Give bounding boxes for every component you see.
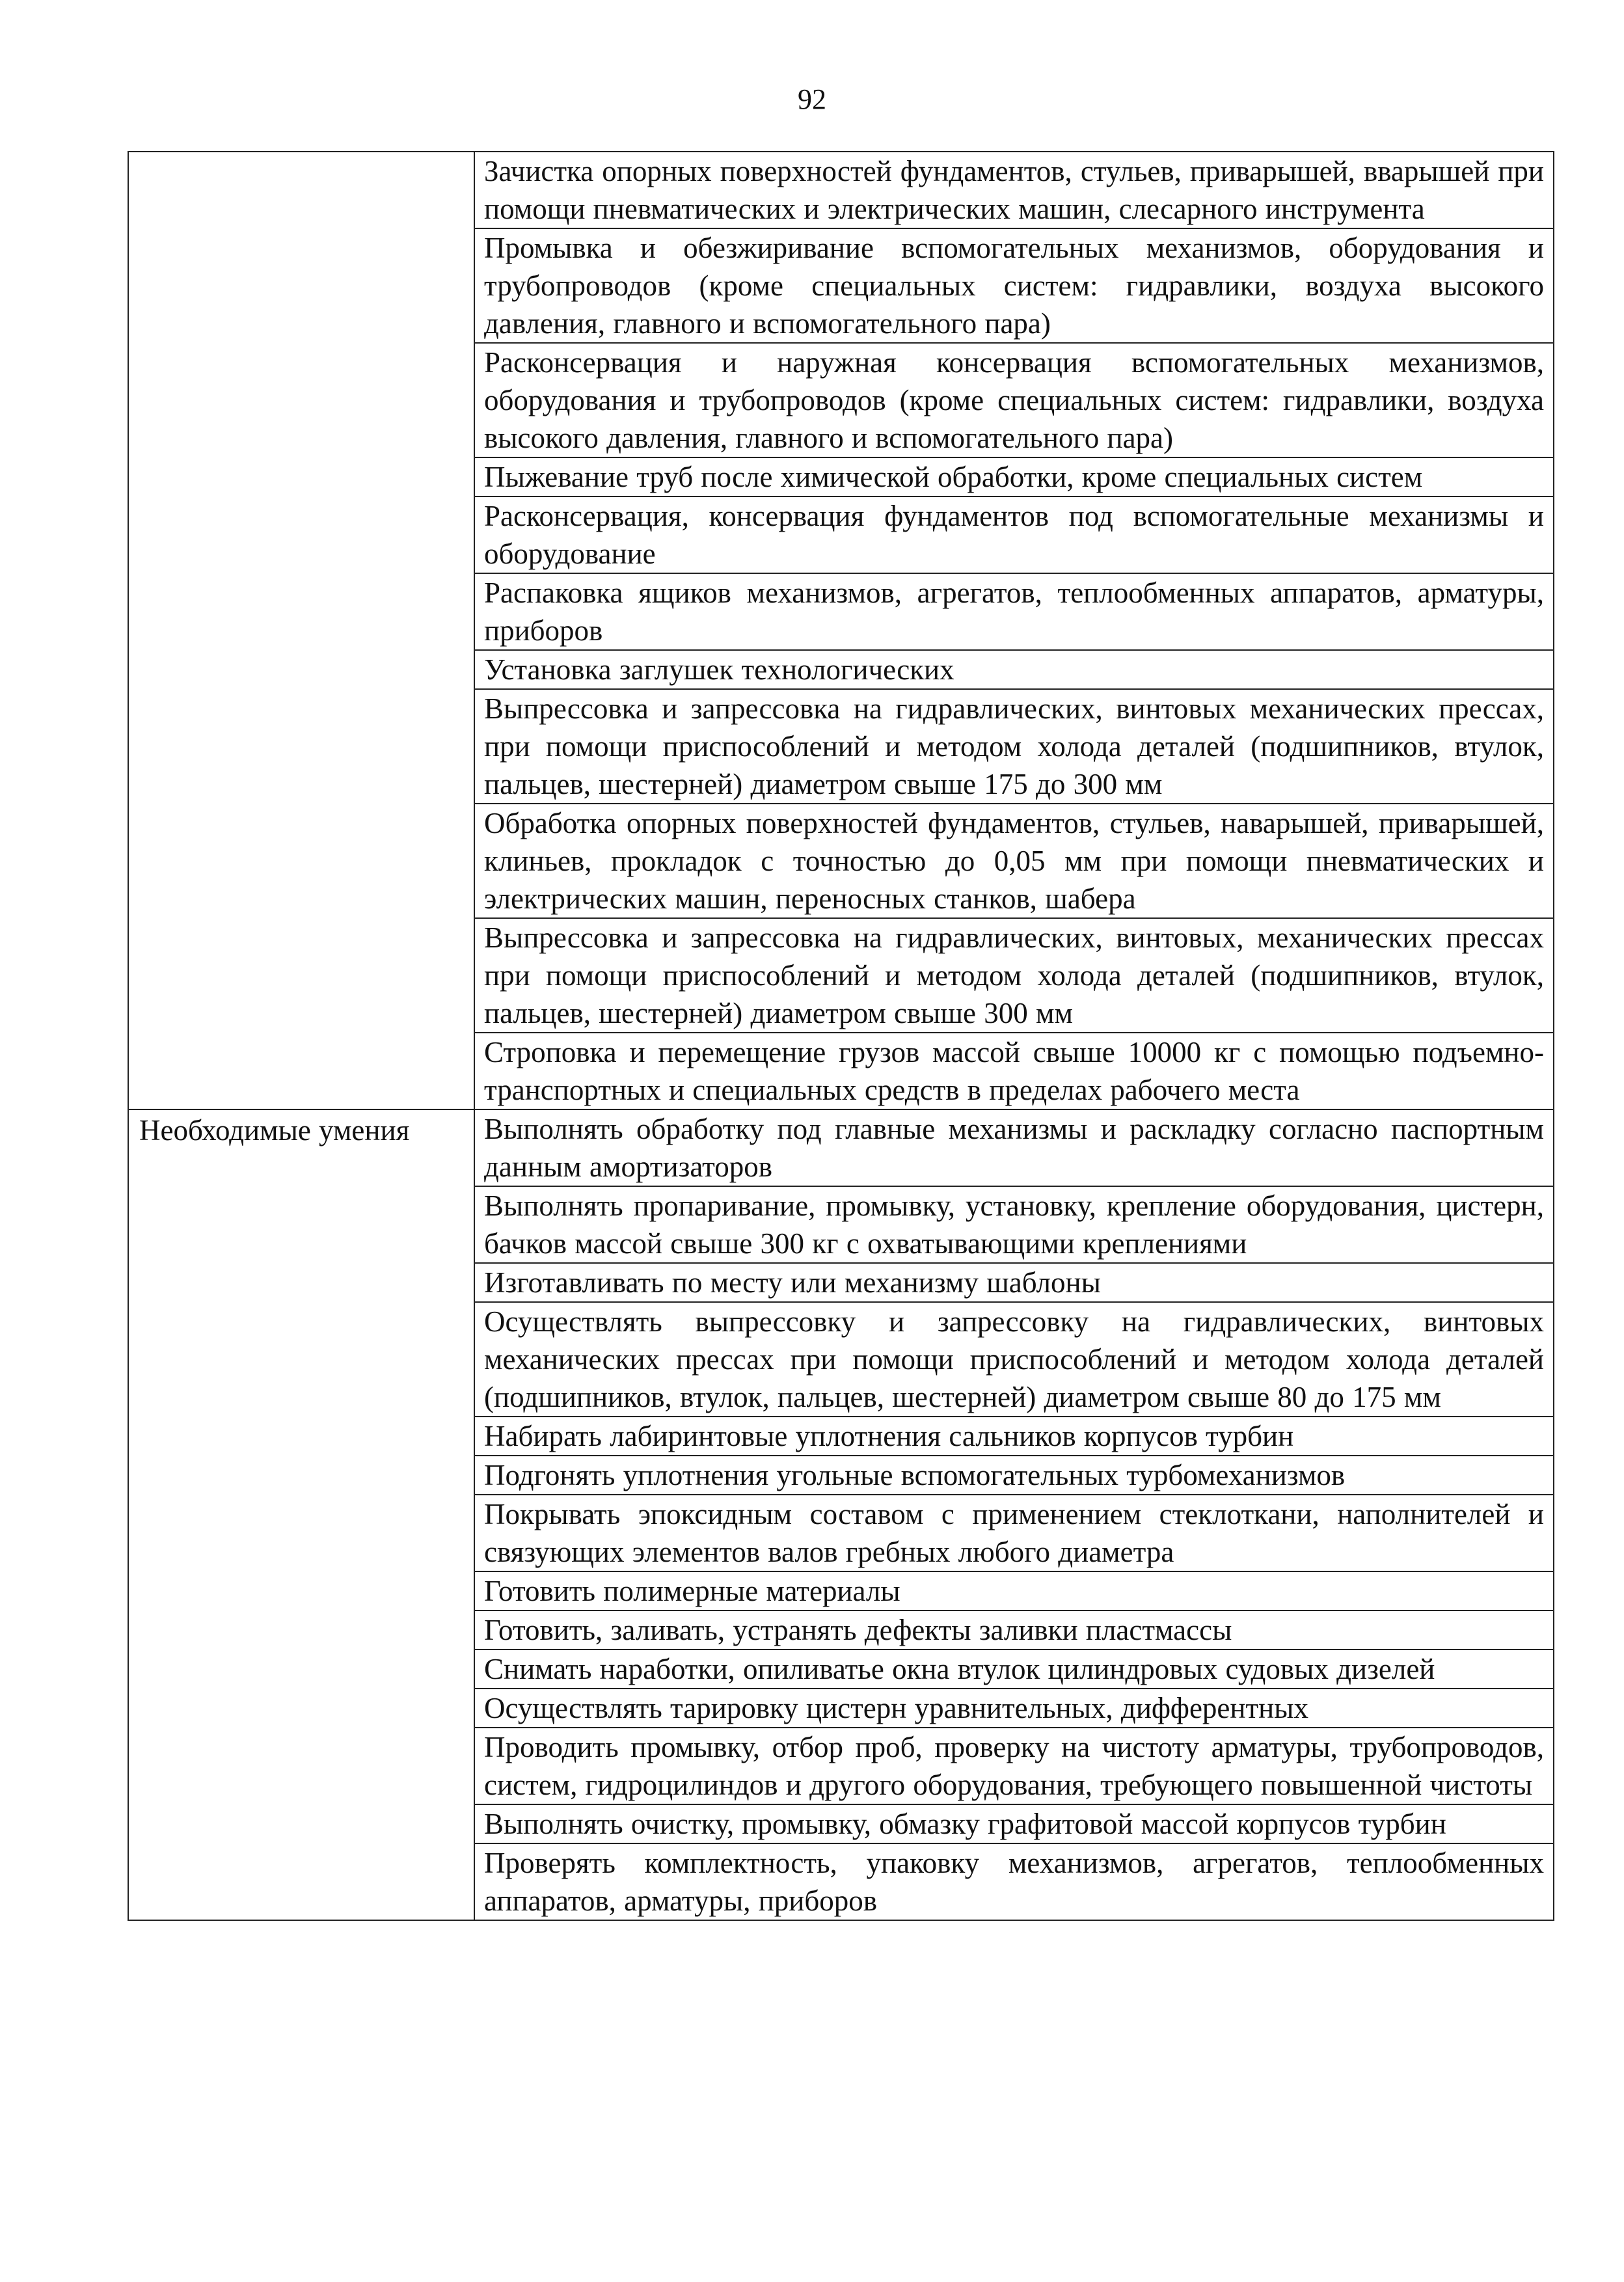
table-cell: Покрывать эпоксидным составом с применением стеклоткани, наполнителей и связующих элементов валов гребных любого диаметра [474, 1495, 1554, 1571]
table-cell: Готовить полимерные материалы [474, 1571, 1554, 1610]
table-cell: Промывка и обезжиривание вспомогательных механизмов, оборудования и трубопроводов (кроме специальных систем: гидравлики, воздуха высокого давления, главного и вспомогательного пара) [474, 228, 1554, 343]
table-cell: Проводить промывку, отбор проб, проверку на чистоту арматуры, трубопроводов, систем, гидроцилиндов и другого оборудования, требующего повышенной чистоты [474, 1728, 1554, 1804]
table-cell: Установка заглушек технологических [474, 650, 1554, 689]
table-cell: Подгонять уплотнения угольные вспомогательных турбомеханизмов [474, 1456, 1554, 1495]
table-cell: Выполнять очистку, промывку, обмазку графитовой массой корпусов турбин [474, 1804, 1554, 1843]
table-cell: Расконсервация и наружная консервация вспомогательных механизмов, оборудования и трубопроводов (кроме специальных систем: гидравлики, воздуха высокого давления, главного и вспомогательного пара) [474, 343, 1554, 457]
table-row [128, 1109, 1554, 1186]
table-cell: Расконсервация, консервация фундаментов под вспомогательные механизмы и оборудование [474, 496, 1554, 573]
table-cell: Выполнять обработку под главные механизмы и раскладку согласно паспортным данным амортизаторов [474, 1109, 1554, 1186]
page-number: 92 [798, 83, 826, 115]
table-cell: Пыжевание труб после химической обработки, кроме специальных систем [474, 457, 1554, 496]
table-row [128, 152, 1554, 228]
table-cell: Снимать наработки, опиливатье окна втулок цилиндровых судовых дизелей [474, 1650, 1554, 1689]
table-cell: Готовить, заливать, устранять дефекты заливки пластмассы [474, 1610, 1554, 1650]
table-cell: Изготавливать по месту или механизму шаблоны [474, 1263, 1554, 1302]
table-cell: Выпрессовка и запрессовка на гидравлических, винтовых механических прессах, при помощи приспособлений и методом холода деталей (подшипников, втулок, пальцев, шестерней) диаметром свыше 175 до 300 мм [474, 689, 1554, 804]
table-cell: Строповка и перемещение грузов массой свыше 10000 кг с помощью подъемно-транспортных и специальных средств в пределах рабочего места [474, 1033, 1554, 1109]
section-label: Необходимые умения [128, 1109, 474, 1920]
table-cell: Набирать лабиринтовые уплотнения сальников корпусов турбин [474, 1417, 1554, 1456]
table-cell: Зачистка опорных поверхностей фундаментов, стульев, приварышей, вварышей при помощи пневматических и электрических машин, слесарного инструмента [474, 152, 1554, 228]
table-cell: Выпрессовка и запрессовка на гидравлических, винтовых, механических прессах при помощи приспособлений и методом холода деталей (подшипников, втулок, пальцев, шестерней) диаметром свыше 300 мм [474, 918, 1554, 1033]
requirements-table [128, 151, 1554, 1921]
table-cell: Проверять комплектность, упаковку механизмов, агрегатов, теплообменных аппаратов, арматуры, приборов [474, 1843, 1554, 1920]
table-cell: Выполнять пропаривание, промывку, установку, крепление оборудования, цистерн, бачков массой свыше 300 кг с охватывающими креплениями [474, 1186, 1554, 1263]
table-cell: Обработка опорных поверхностей фундаментов, стульев, наварышей, приварышей, клиньев, прокладок с точностью до 0,05 мм при помощи пневматических и электрических машин, переносных станков, шабера [474, 804, 1554, 918]
table-cell: Распаковка ящиков механизмов, агрегатов, теплообменных аппаратов, арматуры, приборов [474, 573, 1554, 650]
table-cell: Осуществлять тарировку цистерн уравнительных, дифферентных [474, 1689, 1554, 1728]
section-label [128, 152, 474, 1109]
table-cell: Осуществлять выпрессовку и запрессовку на гидравлических, винтовых механических прессах при помощи приспособлений и методом холода деталей (подшипников, втулок, пальцев, шестерней) диаметром свыше 80 до 175 мм [474, 1302, 1554, 1417]
